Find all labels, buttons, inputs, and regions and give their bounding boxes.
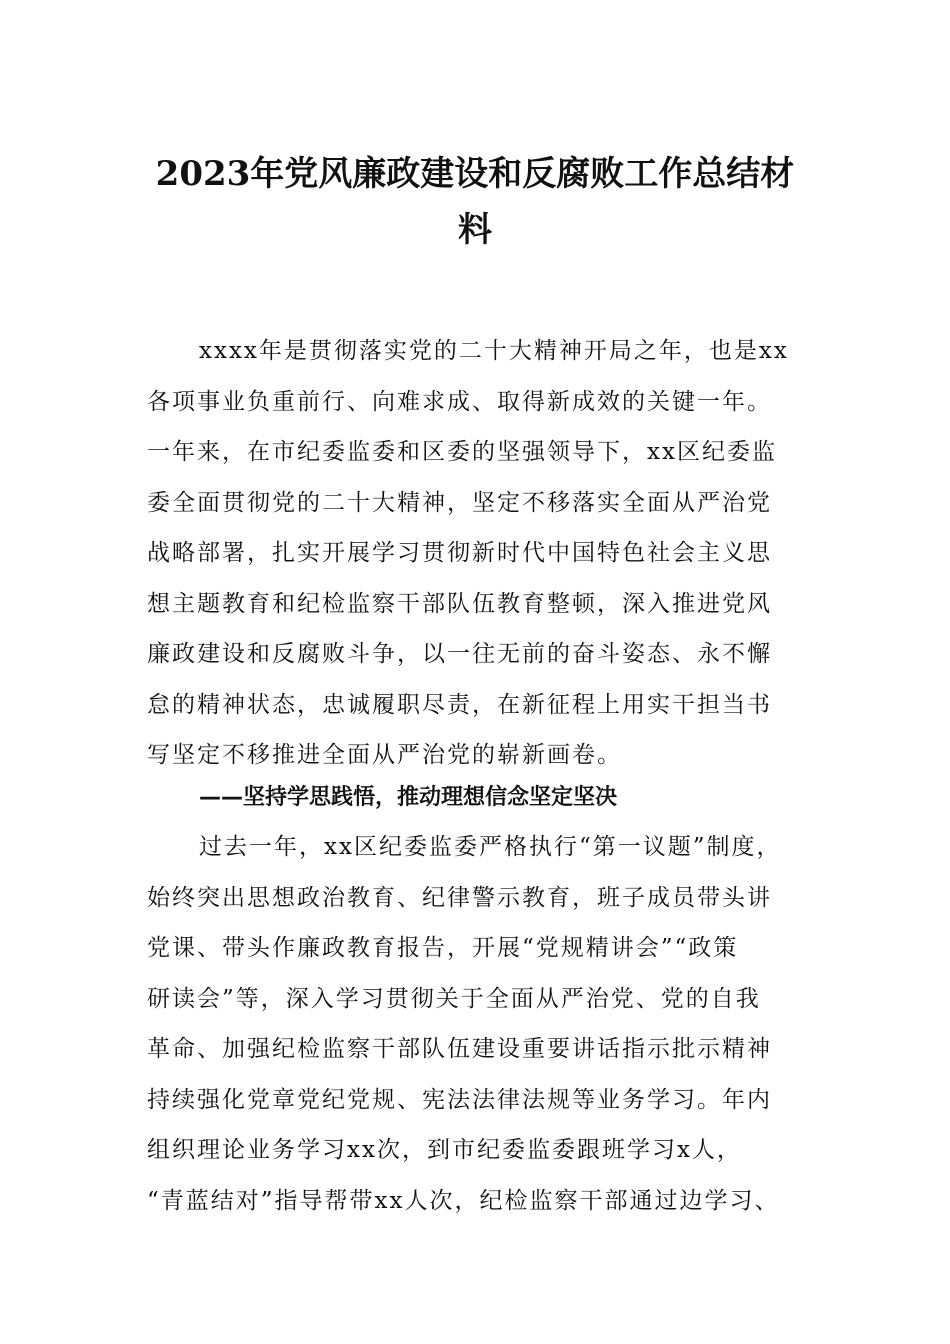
paragraph-line: 廉政建设和反腐败斗争，以一往无前的奋斗姿态、永不懈	[147, 641, 772, 667]
paragraph-line: 各项事业负重前行、向难求成、取得新成效的关键一年。	[147, 388, 772, 415]
paragraph-line: 战略部署，扎实开展学习贯彻新时代中国特色社会主义思	[147, 540, 772, 566]
title-line-2: 料	[458, 210, 492, 250]
paragraph-line: 党课、带头作廉政教育报告，开展“党规精讲会”“政策	[147, 935, 739, 961]
paragraph-line: 研读会”等，深入学习贯彻关于全面从严治党、党的自我	[147, 985, 761, 1012]
paragraph-line: 组织理论业务学习xx次，到市纪委监委跟班学习x人，	[147, 1137, 742, 1163]
title-line-1: 2023年党风廉政建设和反腐败工作总结材	[155, 154, 795, 194]
section-heading: ——坚持学思践悟，推动理想信念坚定坚决	[199, 785, 618, 810]
paragraph-line: 革命、加强纪检监察干部队伍建设重要讲话指示批示精神	[147, 1036, 772, 1062]
paragraph-line: 想主题教育和纪检监察干部队伍教育整顿，深入推进党风	[147, 590, 772, 617]
paragraph-line: 怠的精神状态，忠诚履职尽责，在新征程上用实干担当书	[147, 691, 772, 718]
paragraph-line: 写坚定不移推进全面从严治党的崭新画卷。	[147, 742, 622, 768]
paragraph-line: “青蓝结对”指导帮带xx人次，纪检监察干部通过边学习、	[147, 1187, 780, 1214]
paragraph-line: 始终突出思想政治教育、纪律警示教育，班子成员带头讲	[147, 884, 772, 911]
document-title	[100, 146, 850, 258]
paragraph-line: 一年来，在市纪委监委和区委的坚强领导下，xx区纪委监	[147, 439, 777, 465]
paragraph-line: 委全面贯彻党的二十大精神，坚定不移落实全面从严治党	[147, 489, 772, 516]
paragraph-intro	[147, 326, 807, 781]
paragraph-line: 持续强化党章党纪党规、宪法法律法规等业务学习。年内	[147, 1086, 772, 1113]
paragraph-study	[147, 822, 807, 1226]
paragraph-line: xxxx年是贯彻落实党的二十大精神开局之年，也是xx	[199, 338, 789, 364]
paragraph-line: 过去一年，xx区纪委监委严格执行“第一议题”制度，	[199, 834, 782, 860]
